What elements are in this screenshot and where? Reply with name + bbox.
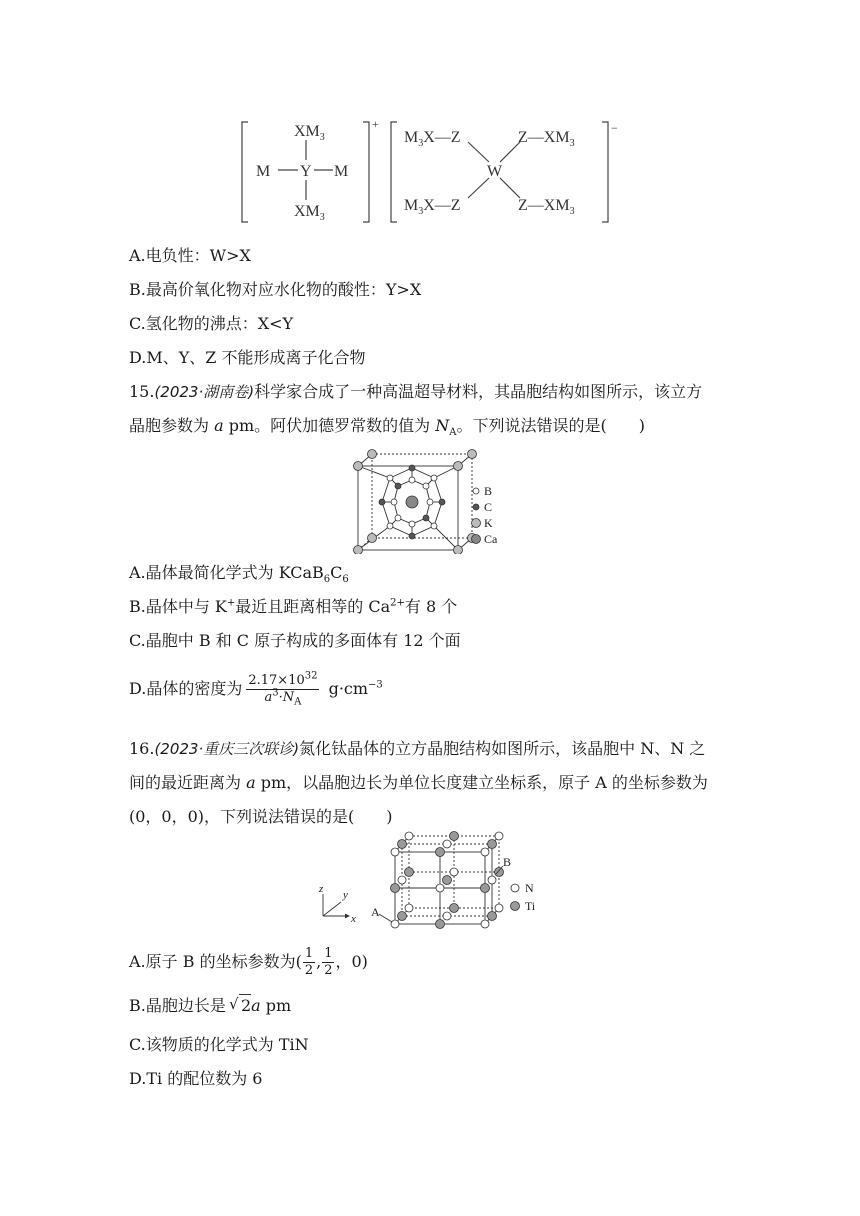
q15-option-b: B.晶体中与 K+最近且距离相等的 $Ca^{2+}$有 8 个: [129, 597, 458, 616]
axis-z: z: [319, 883, 324, 895]
atom-a: [391, 920, 399, 928]
anion-charge: −: [611, 121, 618, 135]
q15-stem-line1: 15.(2023·湖南卷)科学家合成了一种高温超导材料，其晶胞结构如图所示，该立方: [129, 382, 703, 401]
cation-top-xm3: $XM_3$: [294, 123, 325, 143]
q15-crystal-cell-figure: [350, 448, 510, 558]
q14-option-b: B.最高价氧化物对应水化物的酸性：Y>X: [129, 280, 422, 299]
label-a: A: [371, 905, 380, 919]
q16-option-a: A.原子 B 的坐标参数为( $\frac{1}{2}$ , $\frac{1}{2}$ ，0): [129, 946, 368, 978]
cation-left-bracket: [242, 122, 248, 222]
anion-left-bracket: [391, 122, 397, 222]
ca-center-atom: [406, 496, 418, 508]
legend-n-marker: [511, 884, 519, 892]
anion-tl: $M_3X—Z$: [404, 129, 461, 149]
legend-ca-marker: [472, 535, 481, 544]
q16-crystal-svg: [315, 828, 555, 930]
axis-y: y: [343, 889, 348, 901]
anion-bl: $M_3X—Z$: [404, 197, 461, 217]
q14-option-d: D.M、Y、Z 不能形成离子化合物: [129, 348, 366, 367]
question-source: (2023·湖南卷): [154, 383, 255, 401]
ionic-structure-formula: [236, 112, 626, 234]
legend-ti: Ti: [525, 899, 536, 913]
legend-n: N: [525, 881, 534, 895]
q16-option-d: D.Ti 的配位数为 6: [129, 1069, 263, 1088]
anion-center-w: W: [487, 163, 503, 180]
q16-tin-cell-figure: [315, 828, 555, 934]
anion-br: $Z—XM_3$: [518, 197, 575, 217]
label-b: B: [503, 855, 512, 869]
cation-right-bracket: [363, 122, 369, 222]
q16-option-c: C.该物质的化学式为 TiN: [129, 1035, 309, 1054]
q14-option-c: C.氢化物的沸点：X<Y: [129, 314, 294, 333]
axis-x: x: [351, 913, 356, 925]
anion-tr: $Z—XM_3$: [518, 129, 575, 149]
cation-right-m: M: [334, 163, 349, 180]
density-fraction: $\frac{2.17\times 10^{32}}{a^3\cdot N_A}$: [248, 670, 318, 708]
question-number: 15.: [129, 382, 155, 401]
question-number: 16.: [129, 739, 155, 758]
q16-stem-line2: 间的最近距离为 a pm，以晶胞边长为单位长度建立坐标系，原子 A 的坐标参数为: [129, 773, 708, 792]
q15-option-a: A.晶体最简化学式为 $KCaB_6C_6$: [129, 563, 349, 586]
legend-c: C: [484, 500, 493, 514]
q15-option-d: D.晶体的密度为 $\frac{2.17\times 10^{32}}{a^3\cdot N_A}$ $g\cdot cm^{-3}$: [129, 670, 383, 708]
question-source: (2023·重庆三次联诊): [154, 740, 300, 758]
q16-stem-line1: 16.(2023·重庆三次联诊)氮化钛晶体的立方晶胞结构如图所示，该晶胞中 N、N 之: [129, 739, 706, 758]
cation-charge: +: [372, 117, 379, 131]
legend-k: K: [484, 516, 493, 530]
q14-option-a: A.电负性：W>X: [129, 246, 251, 265]
cation-center-y: Y: [300, 163, 312, 180]
formula-svg: [236, 112, 626, 230]
legend-ca: Ca: [484, 532, 498, 546]
q15-option-c: C.晶胞中 B 和 C 原子构成的多面体有 12 个面: [129, 631, 461, 650]
legend-k-marker: [472, 519, 481, 528]
cation-left-m: M: [256, 163, 271, 180]
cation-bottom-xm3: $XM_3$: [294, 203, 325, 223]
legend-ti-marker: [511, 902, 520, 911]
anion-right-bracket: [602, 122, 608, 222]
q15-stem-line2: 晶胞参数为 a pm。阿伏加德罗常数的值为 $N_A$。下列说法错误的是( ): [129, 416, 645, 439]
legend-c-marker: [473, 504, 479, 510]
q16-stem-line3: (0，0，0)，下列说法错误的是( ): [129, 807, 393, 826]
legend-b: B: [484, 484, 493, 498]
atom-b: [488, 876, 496, 884]
legend-b-marker: [473, 488, 479, 494]
q16-option-b: B.晶胞边长是 √ 2a pm: [129, 994, 291, 1017]
q15-crystal-svg: [350, 448, 510, 554]
